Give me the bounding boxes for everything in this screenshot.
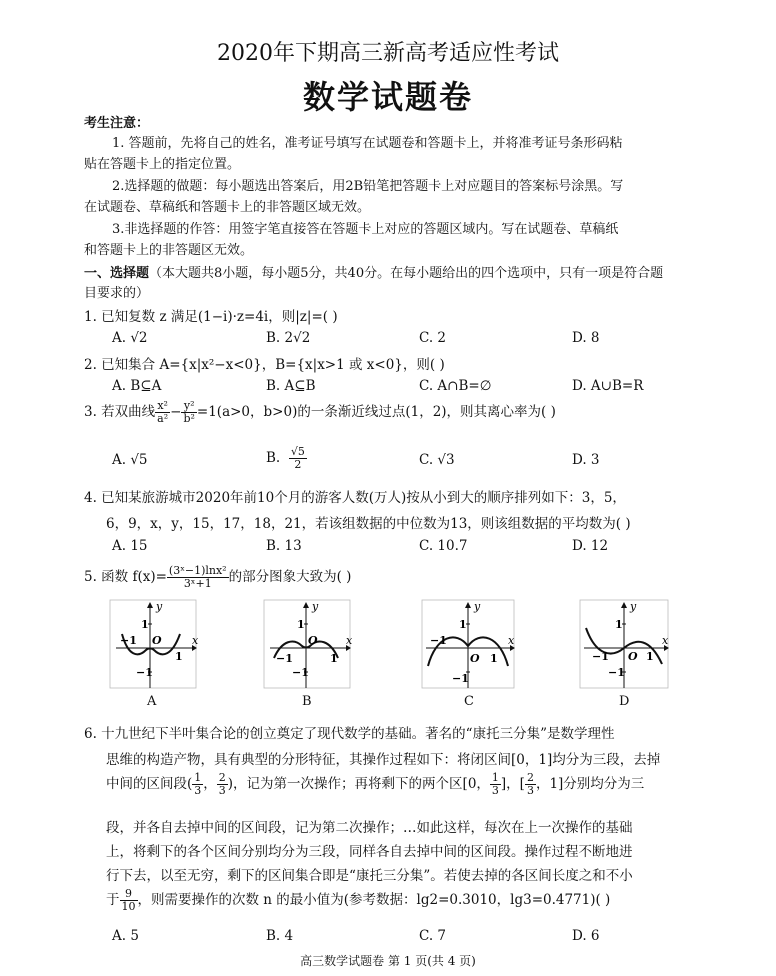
- q6-frac-den: 3: [194, 784, 202, 797]
- page-footer: 高三数学试题卷 第 1 页(共 4 页): [300, 954, 476, 968]
- question-4-stem: 4. 已知某旅游城市2020年前10个月的游客人数(万人)按从小到大的顺序排列如下：3，5，: [84, 490, 626, 506]
- q6-line3-d: ，1]分别均分为三: [535, 776, 645, 792]
- q1-option-d: D. 8: [572, 330, 600, 346]
- graph-a-neg1-x: −1: [120, 634, 137, 647]
- q6-frac-2-3b: [525, 772, 536, 797]
- graph-d-origin: O: [628, 650, 638, 663]
- question-5-stem: [84, 565, 351, 590]
- q3-option-c: C. √3: [419, 452, 455, 468]
- q6-option-d: D. 6: [572, 928, 600, 944]
- graph-c-origin: O: [470, 652, 480, 665]
- graph-a-x-label: x: [192, 634, 198, 647]
- q4-option-a: A. 15: [112, 538, 148, 554]
- q6-option-b: B. 4: [266, 928, 294, 944]
- q6-option-a: A. 5: [112, 928, 139, 944]
- question-6-line-3: 中间的区间段( $\frac{1}{3}$ ， $\frac{2}{3}$ )，记为第一次操作；再将剩下的两个区[0， $\frac{1}{3}$ ]，[ $\frac{2}{3}$ ，1]分别均分为三: [106, 771, 645, 797]
- q6-frac-2-3: [217, 772, 228, 797]
- section-desc-2: 目要求的）: [84, 286, 150, 301]
- q2-option-c: C. A∩B=∅: [419, 378, 492, 394]
- q5-graph-b-label: B: [302, 694, 312, 709]
- graph-b-neg1-x: −1: [276, 652, 293, 665]
- q5-graph-a: [108, 598, 198, 690]
- graph-a-one-y: 1: [141, 618, 149, 631]
- exam-title: 2020年下期高三新高考适应性考试: [217, 41, 559, 66]
- question-2-stem: 2. 已知集合 A={x|x²−x<0}，B={x|x>1 或 x<0}，则( ): [84, 357, 445, 373]
- graph-b-y-label: y: [312, 600, 319, 613]
- question-6-line: 6. 十九世纪下半叶集合论的创立奠定了现代数学的基础。著名的“康托三分集”是数学理性: [84, 726, 615, 742]
- graph-c-one-y: 1: [459, 618, 467, 631]
- notice-line: 1. 答题前，先将自己的姓名，准考证号填写在试题卷和答题卡上，并将准考证号条形码粘: [112, 136, 623, 151]
- graph-c-y-label: y: [474, 600, 481, 613]
- q5-graph-d: [578, 598, 670, 690]
- q5-graph-a-label: A: [147, 694, 157, 709]
- q6-frac-num: 1: [194, 771, 202, 784]
- graph-b-neg1-y: −1: [292, 666, 309, 679]
- question-4-stem-2: 6，9，x，y，15，17，18，21，若该组数据的中位数为13，则该组数据的平均数为( ): [106, 516, 631, 532]
- question-6-last-line: [106, 888, 610, 913]
- question-6-line: 上，将剩下的各个区间分别均分为三段，同样各自去掉中间的区间段。操作过程不断地进: [106, 844, 633, 860]
- q1-option-a: A. √2: [112, 330, 148, 346]
- q2-option-d: D. A∪B=R: [572, 378, 644, 394]
- graph-b-one-y: 1: [297, 618, 305, 631]
- q3-stem-pre: 3. 若双曲线: [84, 404, 156, 420]
- q6-frac-den: 3: [526, 784, 534, 797]
- q6-frac-num: 1: [491, 771, 499, 784]
- q3-frac-y: [181, 400, 196, 425]
- graph-d-one-y: 1: [615, 618, 623, 631]
- graph-d-y-label: y: [630, 600, 637, 613]
- q3-option-b: [266, 446, 307, 471]
- graph-a-neg1-y: −1: [136, 666, 153, 679]
- q1-option-c: C. 2: [419, 330, 447, 346]
- graph-b-x-label: x: [346, 634, 352, 647]
- graph-d-neg1-x: −1: [592, 650, 609, 663]
- q5-frac-num: (3ˣ−1)lnx²: [168, 564, 227, 577]
- notice-line: 3.非选择题的作答：用签字笔直接答在答题卡上对应的答题区域内。写在试题卷、草稿纸: [112, 222, 619, 237]
- q6-frac-den: 10: [121, 900, 136, 913]
- q3-frac-y-num: y²: [181, 400, 196, 413]
- graph-c-one-x: 1: [490, 652, 498, 665]
- section-desc: （本大题共8小题，每小题5分，共40分。在每小题给出的四个选项中，只有一项是符合题: [149, 266, 664, 281]
- graph-d-one-x: 1: [646, 650, 654, 663]
- q6-frac-den: 3: [218, 784, 226, 797]
- question-6-line: 行下去，以至无穷，剩下的区间集合即是“康托三分集”。若使去掉的各区间长度之和不小: [106, 868, 633, 884]
- q5-stem-post: 的部分图象大致为( ): [228, 569, 352, 585]
- graph-a-origin: O: [152, 634, 162, 647]
- graph-c-x-label: x: [508, 634, 515, 647]
- graph-d-x-label: x: [662, 634, 669, 647]
- q2-option-b: B. A⊆B: [266, 378, 316, 394]
- q3-option-d: D. 3: [572, 452, 600, 468]
- graph-b-origin: O: [308, 634, 318, 647]
- q3-option-a: A. √5: [112, 452, 148, 468]
- q6-frac-num: 2: [218, 771, 226, 784]
- question-3-stem: 3. 若双曲线 $\frac{\text{x²}}{\text{a²}}$ − $\frac{\text{y²}}{\text{b²}}$ =1(a>0，b>0)的一条渐近线过点(1，2)，则其离心率为( ): [84, 399, 556, 425]
- q3-frac-x-den: a²: [157, 412, 169, 425]
- question-1-stem: 1. 已知复数 z 满足(1−i)·z=4i，则|z|=( ): [84, 309, 338, 325]
- q6-frac-1-3: [192, 772, 203, 797]
- q3-stem-post: =1(a>0，b>0)的一条渐近线过点(1，2)，则其离心率为( ): [196, 404, 556, 420]
- q5-graph-d-label: D: [619, 694, 630, 709]
- q6-frac-den: 3: [491, 784, 499, 797]
- notice-line: 贴在答题卡上的指定位置。: [84, 157, 241, 172]
- section-title: 一、选择题: [84, 266, 150, 281]
- graph-a-one-x: 1: [175, 650, 183, 663]
- q6-frac-num: 2: [526, 771, 534, 784]
- q6-last-b: ，则需要操作的次数 n 的最小值为(参考数据：lg2=0.3010，lg3=0.4771)( ): [137, 892, 611, 908]
- q5-graph-b: [262, 598, 352, 690]
- section-heading: [84, 262, 663, 281]
- q3-option-b-den: 2: [294, 458, 302, 471]
- question-6-line: 思维的构造产物，具有典型的分形特征，其操作过程如下：将闭区间[0，1]均分为三段，去掉: [106, 752, 661, 768]
- q1-option-b: B. 2√2: [266, 330, 311, 346]
- q6-line3-b: )，记为第一次操作；再将剩下的两个区[0，: [227, 776, 490, 792]
- q4-option-d: D. 12: [572, 538, 609, 554]
- q5-frac: [167, 565, 229, 590]
- exam-subtitle: 数学试题卷: [302, 78, 473, 116]
- q3-option-b-frac: [289, 446, 307, 471]
- q5-graph-c-label: C: [464, 694, 474, 709]
- q5-graph-c: [420, 598, 516, 690]
- q6-line3-a: 中间的区间段(: [106, 776, 193, 792]
- q3-option-b-label: B.: [266, 450, 281, 466]
- notice-line: 2.选择题的做题：每小题选出答案后，用2B铅笔把答题卡上对应题目的答案标号涂黑。写: [112, 179, 624, 194]
- q3-option-b-num: √5: [290, 445, 305, 458]
- q3-frac-y-den: b²: [183, 412, 195, 425]
- q5-frac-den: 3ˣ+1: [183, 577, 212, 590]
- q6-frac-num: 9: [120, 888, 138, 901]
- notice-line: 在试题卷、草稿纸和答题卡上的非答题区域无效。: [84, 200, 371, 215]
- q3-frac-x: [155, 400, 170, 425]
- question-6-line: 段，并各自去掉中间的区间段，记为第二次操作；…如此这样，每次在上一次操作的基础: [106, 820, 633, 836]
- graph-d-neg1-y: −1: [608, 666, 625, 679]
- q6-frac-1-3b: [490, 772, 501, 797]
- q6-option-c: C. 7: [419, 928, 447, 944]
- q6-frac-9-10: [120, 888, 138, 913]
- graph-c-neg1-y: −1: [452, 672, 469, 685]
- notice-line: 和答题卡上的非答题区无效。: [84, 243, 254, 258]
- notice-heading: 考生注意：: [84, 116, 150, 131]
- q6-line3-c: ]，[: [500, 776, 525, 792]
- q6-last-a: 于: [106, 892, 120, 908]
- q3-frac-x-num: x²: [155, 400, 170, 413]
- graph-a-y-label: y: [156, 600, 163, 613]
- q4-option-b: B. 13: [266, 538, 302, 554]
- q5-stem-pre: 5. 函数 f(x)=: [84, 569, 167, 585]
- q2-option-a: A. B⊆A: [112, 378, 162, 394]
- graph-c-neg1-x: −1: [430, 634, 447, 647]
- q4-option-c: C. 10.7: [419, 538, 468, 554]
- graph-b-one-x: 1: [330, 652, 338, 665]
